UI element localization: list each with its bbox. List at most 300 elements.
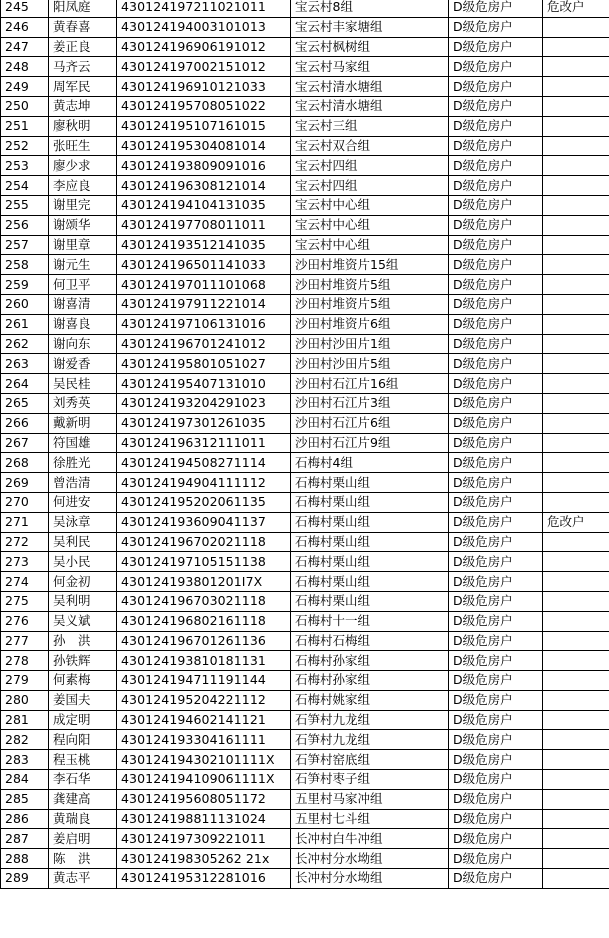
row-number-cell[interactable]: 275 [1, 591, 49, 611]
id-number-cell[interactable]: 430124195304081014 [117, 136, 291, 156]
id-number-cell[interactable]: 430124196703021118 [117, 591, 291, 611]
address-cell[interactable]: 石梅村栗山组 [291, 532, 449, 552]
danger-level-cell[interactable]: D级危房户 [449, 730, 543, 750]
danger-level-cell[interactable]: D级危房户 [449, 413, 543, 433]
row-number-cell[interactable]: 272 [1, 532, 49, 552]
address-cell[interactable]: 石梅村十一组 [291, 611, 449, 631]
name-cell[interactable]: 戴新明 [49, 413, 117, 433]
row-number-cell[interactable]: 260 [1, 294, 49, 314]
table-row [1, 275, 609, 295]
name-cell[interactable]: 姜国夫 [49, 690, 117, 710]
id-number-cell[interactable]: 430124197105151138 [117, 552, 291, 572]
id-number-cell[interactable]: 430124193304161111 [117, 730, 291, 750]
note-cell[interactable] [543, 591, 609, 611]
name-cell[interactable]: 姜正良 [49, 37, 117, 57]
table-row [1, 453, 609, 473]
danger-level-cell[interactable]: D级危房户 [449, 235, 543, 255]
table-row [1, 591, 609, 611]
danger-level-cell[interactable]: D级危房户 [449, 96, 543, 116]
name-cell[interactable]: 孙 洪 [49, 631, 117, 651]
row-number-cell[interactable]: 245 [1, 0, 49, 17]
note-cell[interactable] [543, 611, 609, 631]
id-number-cell[interactable]: 430124197106131016 [117, 314, 291, 334]
row-number-cell[interactable]: 283 [1, 750, 49, 770]
address-cell[interactable]: 石梅村栗山组 [291, 512, 449, 532]
id-number-cell[interactable]: 430124196906191012 [117, 37, 291, 57]
note-cell[interactable] [543, 651, 609, 671]
row-number-cell[interactable]: 282 [1, 730, 49, 750]
row-number-cell[interactable]: 256 [1, 215, 49, 235]
row-number-cell[interactable]: 280 [1, 690, 49, 710]
name-cell[interactable]: 吴小民 [49, 552, 117, 572]
id-number-cell[interactable]: 430124193801201I7X [117, 572, 291, 592]
row-number-cell[interactable]: 258 [1, 255, 49, 275]
id-number-cell[interactable]: 430124193809091016 [117, 156, 291, 176]
danger-level-cell[interactable]: D级危房户 [449, 651, 543, 671]
note-cell[interactable] [543, 453, 609, 473]
row-number-cell[interactable]: 249 [1, 77, 49, 97]
name-cell[interactable]: 符国雄 [49, 433, 117, 453]
address-cell[interactable]: 宝云村枫树组 [291, 37, 449, 57]
name-cell[interactable]: 谢里章 [49, 235, 117, 255]
note-cell[interactable] [543, 809, 609, 829]
table-row [1, 116, 609, 136]
id-number-cell[interactable]: 430124198305262 21x [117, 849, 291, 869]
danger-level-cell[interactable]: D级危房户 [449, 690, 543, 710]
danger-level-cell[interactable]: D级危房户 [449, 314, 543, 334]
danger-level-cell[interactable]: D级危房户 [449, 215, 543, 235]
table-row [1, 314, 609, 334]
note-cell[interactable] [543, 671, 609, 691]
name-cell[interactable]: 陈 洪 [49, 849, 117, 869]
danger-level-cell[interactable]: D级危房户 [449, 294, 543, 314]
name-cell[interactable]: 张旺生 [49, 136, 117, 156]
name-cell[interactable]: 何金初 [49, 572, 117, 592]
id-number-cell[interactable]: 430124197002151012 [117, 57, 291, 77]
note-cell[interactable] [543, 730, 609, 750]
note-cell[interactable] [543, 116, 609, 136]
id-number-cell[interactable]: 430124197708011011 [117, 215, 291, 235]
id-number-cell[interactable]: 430124195407131010 [117, 374, 291, 394]
id-number-cell[interactable]: 430124193810181131 [117, 651, 291, 671]
row-number-cell[interactable]: 246 [1, 17, 49, 37]
address-cell[interactable]: 石梅村4组 [291, 453, 449, 473]
row-number-cell[interactable]: 247 [1, 37, 49, 57]
name-cell[interactable]: 马齐云 [49, 57, 117, 77]
row-number-cell[interactable]: 289 [1, 869, 49, 889]
id-number-cell[interactable]: 430124197911221014 [117, 294, 291, 314]
id-number-cell[interactable]: 430124197011101068 [117, 275, 291, 295]
address-cell[interactable]: 石梅村孙家组 [291, 651, 449, 671]
name-cell[interactable]: 谢喜良 [49, 314, 117, 334]
id-number-cell[interactable]: 430124194104131035 [117, 195, 291, 215]
name-cell[interactable]: 孙铁辉 [49, 651, 117, 671]
address-cell[interactable]: 宝云村中心组 [291, 195, 449, 215]
row-number-cell[interactable]: 268 [1, 453, 49, 473]
danger-level-cell[interactable]: D级危房户 [449, 473, 543, 493]
row-number-cell[interactable]: 284 [1, 770, 49, 790]
id-number-cell[interactable]: 430124194109061111X [117, 770, 291, 790]
address-cell[interactable]: 沙田村堆资片5组 [291, 275, 449, 295]
id-number-cell[interactable]: 430124195107161015 [117, 116, 291, 136]
note-cell[interactable] [543, 532, 609, 552]
danger-level-cell[interactable]: D级危房户 [449, 492, 543, 512]
table-row [1, 809, 609, 829]
row-number-cell[interactable]: 270 [1, 492, 49, 512]
row-number-cell[interactable]: 274 [1, 572, 49, 592]
row-number-cell[interactable]: 251 [1, 116, 49, 136]
address-cell[interactable]: 沙田村石江片16组 [291, 374, 449, 394]
id-number-cell[interactable]: 430124195708051022 [117, 96, 291, 116]
name-cell[interactable]: 谢里完 [49, 195, 117, 215]
danger-level-cell[interactable]: D级危房户 [449, 37, 543, 57]
table-row [1, 492, 609, 512]
address-cell[interactable]: 沙田村堆资片15组 [291, 255, 449, 275]
danger-level-cell[interactable]: D级危房户 [449, 750, 543, 770]
note-cell[interactable] [543, 37, 609, 57]
row-number-cell[interactable]: 254 [1, 176, 49, 196]
id-number-cell[interactable]: 430124195202061135 [117, 492, 291, 512]
danger-level-cell[interactable]: D级危房户 [449, 393, 543, 413]
note-cell[interactable] [543, 96, 609, 116]
id-number-cell[interactable]: 430124196701241012 [117, 334, 291, 354]
row-number-cell[interactable]: 279 [1, 671, 49, 691]
note-cell[interactable] [543, 869, 609, 889]
address-cell[interactable]: 宝云村三组 [291, 116, 449, 136]
id-number-cell[interactable]: 430124193512141035 [117, 235, 291, 255]
table-row [1, 869, 609, 889]
danger-level-cell[interactable]: D级危房户 [449, 869, 543, 889]
table-row [1, 57, 609, 77]
table-row [1, 512, 609, 532]
note-cell[interactable] [543, 413, 609, 433]
name-cell[interactable]: 吴利民 [49, 532, 117, 552]
table-row [1, 235, 609, 255]
address-cell[interactable]: 石梅村栗山组 [291, 552, 449, 572]
name-cell[interactable]: 谢向东 [49, 334, 117, 354]
row-number-cell[interactable]: 269 [1, 473, 49, 493]
note-cell[interactable] [543, 275, 609, 295]
id-number-cell[interactable]: 430124194302101111X [117, 750, 291, 770]
danger-level-cell[interactable]: D级危房户 [449, 156, 543, 176]
table-row [1, 195, 609, 215]
row-number-cell[interactable]: 253 [1, 156, 49, 176]
address-cell[interactable]: 宝云村清水塘组 [291, 77, 449, 97]
danger-level-cell[interactable]: D级危房户 [449, 572, 543, 592]
address-cell[interactable]: 长冲村分水坳组 [291, 849, 449, 869]
id-number-cell[interactable]: 430124196802161118 [117, 611, 291, 631]
row-number-cell[interactable]: 288 [1, 849, 49, 869]
row-number-cell[interactable]: 278 [1, 651, 49, 671]
table-row [1, 354, 609, 374]
address-cell[interactable]: 石梅村石梅组 [291, 631, 449, 651]
note-cell[interactable] [543, 473, 609, 493]
danger-level-cell[interactable]: D级危房户 [449, 710, 543, 730]
name-cell[interactable]: 何素梅 [49, 671, 117, 691]
id-number-cell[interactable]: 430124196701261136 [117, 631, 291, 651]
address-cell[interactable]: 宝云村8组 [291, 0, 449, 17]
danger-level-cell[interactable]: D级危房户 [449, 255, 543, 275]
row-number-cell[interactable]: 267 [1, 433, 49, 453]
note-cell[interactable] [543, 334, 609, 354]
table-row [1, 710, 609, 730]
table-row [1, 17, 609, 37]
id-number-cell[interactable]: 430124197309221011 [117, 829, 291, 849]
id-number-cell[interactable]: 430124196702021118 [117, 532, 291, 552]
danger-level-cell[interactable]: D级危房户 [449, 57, 543, 77]
id-number-cell[interactable]: 430124193609041137 [117, 512, 291, 532]
danger-level-cell[interactable]: D级危房户 [449, 116, 543, 136]
danger-level-cell[interactable]: D级危房户 [449, 671, 543, 691]
address-cell[interactable]: 石笋村九龙组 [291, 730, 449, 750]
name-cell[interactable]: 曾浩清 [49, 473, 117, 493]
id-number-cell[interactable]: 430124195312281016 [117, 869, 291, 889]
table-row [1, 849, 609, 869]
row-number-cell[interactable]: 262 [1, 334, 49, 354]
table-row [1, 0, 609, 17]
name-cell[interactable]: 吴泳章 [49, 512, 117, 532]
note-cell[interactable] [543, 314, 609, 334]
address-cell[interactable]: 宝云村双合组 [291, 136, 449, 156]
danger-level-cell[interactable]: D级危房户 [449, 789, 543, 809]
address-cell[interactable]: 石笋村枣子组 [291, 770, 449, 790]
note-cell[interactable] [543, 552, 609, 572]
name-cell[interactable]: 谢元生 [49, 255, 117, 275]
name-cell[interactable]: 谢喜清 [49, 294, 117, 314]
note-cell[interactable] [543, 77, 609, 97]
row-number-cell[interactable]: 271 [1, 512, 49, 532]
danger-level-cell[interactable]: D级危房户 [449, 374, 543, 394]
name-cell[interactable]: 程玉桃 [49, 750, 117, 770]
danger-level-cell[interactable]: D级危房户 [449, 433, 543, 453]
address-cell[interactable]: 石梅村姚家组 [291, 690, 449, 710]
danger-level-cell[interactable]: D级危房户 [449, 591, 543, 611]
id-number-cell[interactable]: 430124198811131024 [117, 809, 291, 829]
row-number-cell[interactable]: 255 [1, 195, 49, 215]
note-cell[interactable] [543, 433, 609, 453]
row-number-cell[interactable]: 264 [1, 374, 49, 394]
table-row [1, 176, 609, 196]
note-cell[interactable] [543, 710, 609, 730]
row-number-cell[interactable]: 263 [1, 354, 49, 374]
danger-level-cell[interactable]: D级危房户 [449, 849, 543, 869]
address-cell[interactable]: 沙田村石江片6组 [291, 413, 449, 433]
address-cell[interactable]: 五里村七斗组 [291, 809, 449, 829]
danger-level-cell[interactable]: D级危房户 [449, 809, 543, 829]
address-cell[interactable]: 宝云村清水塘组 [291, 96, 449, 116]
name-cell[interactable]: 黄瑞良 [49, 809, 117, 829]
name-cell[interactable]: 何进安 [49, 492, 117, 512]
name-cell[interactable]: 阳凤庭 [49, 0, 117, 17]
note-cell[interactable] [543, 235, 609, 255]
danger-level-cell[interactable]: D级危房户 [449, 354, 543, 374]
name-cell[interactable]: 黄志坤 [49, 96, 117, 116]
id-number-cell[interactable]: 430124197211021011 [117, 0, 291, 17]
note-cell[interactable]: 危改户 [543, 512, 609, 532]
note-cell[interactable] [543, 750, 609, 770]
note-cell[interactable] [543, 215, 609, 235]
note-cell[interactable] [543, 829, 609, 849]
note-cell[interactable] [543, 176, 609, 196]
name-cell[interactable]: 成定明 [49, 710, 117, 730]
address-cell[interactable]: 沙田村沙田片5组 [291, 354, 449, 374]
note-cell[interactable] [543, 849, 609, 869]
row-number-cell[interactable]: 248 [1, 57, 49, 77]
danger-level-cell[interactable]: D级危房户 [449, 0, 543, 17]
address-cell[interactable]: 石梅村栗山组 [291, 492, 449, 512]
name-cell[interactable]: 何卫平 [49, 275, 117, 295]
address-cell[interactable]: 宝云村马家组 [291, 57, 449, 77]
note-cell[interactable] [543, 572, 609, 592]
row-number-cell[interactable]: 266 [1, 413, 49, 433]
id-number-cell[interactable]: 430124194602141121 [117, 710, 291, 730]
table-row [1, 690, 609, 710]
danger-level-cell[interactable]: D级危房户 [449, 552, 543, 572]
table-row [1, 393, 609, 413]
name-cell[interactable]: 谢颂华 [49, 215, 117, 235]
note-cell[interactable] [543, 136, 609, 156]
name-cell[interactable]: 周军民 [49, 77, 117, 97]
note-cell[interactable] [543, 789, 609, 809]
row-number-cell[interactable]: 261 [1, 314, 49, 334]
address-cell[interactable]: 五里村马家冲组 [291, 789, 449, 809]
name-cell[interactable]: 黄春喜 [49, 17, 117, 37]
address-cell[interactable]: 宝云村丰家塘组 [291, 17, 449, 37]
row-number-cell[interactable]: 287 [1, 829, 49, 849]
note-cell[interactable] [543, 631, 609, 651]
row-number-cell[interactable]: 281 [1, 710, 49, 730]
row-number-cell[interactable]: 259 [1, 275, 49, 295]
id-number-cell[interactable]: 430124195801051027 [117, 354, 291, 374]
address-cell[interactable]: 沙田村堆资片5组 [291, 294, 449, 314]
danger-level-cell[interactable]: D级危房户 [449, 631, 543, 651]
danger-level-cell[interactable]: D级危房户 [449, 77, 543, 97]
id-number-cell[interactable]: 430124194904111112 [117, 473, 291, 493]
table-row [1, 750, 609, 770]
note-cell[interactable] [543, 393, 609, 413]
danger-level-cell[interactable]: D级危房户 [449, 275, 543, 295]
id-number-cell[interactable]: 430124196501141033 [117, 255, 291, 275]
name-cell[interactable]: 刘秀英 [49, 393, 117, 413]
id-number-cell[interactable]: 430124194508271114 [117, 453, 291, 473]
table-row [1, 77, 609, 97]
name-cell[interactable]: 吴义斌 [49, 611, 117, 631]
id-number-cell[interactable]: 430124196308121014 [117, 176, 291, 196]
name-cell[interactable]: 徐胜光 [49, 453, 117, 473]
name-cell[interactable]: 廖秋明 [49, 116, 117, 136]
table-row [1, 255, 609, 275]
note-cell[interactable] [543, 770, 609, 790]
address-cell[interactable]: 石梅村栗山组 [291, 572, 449, 592]
note-cell[interactable] [543, 294, 609, 314]
address-cell[interactable]: 沙田村堆资片6组 [291, 314, 449, 334]
danger-level-cell[interactable]: D级危房户 [449, 136, 543, 156]
id-number-cell[interactable]: 430124196312111011 [117, 433, 291, 453]
address-cell[interactable]: 长冲村白牛冲组 [291, 829, 449, 849]
id-number-cell[interactable]: 430124193204291023 [117, 393, 291, 413]
address-cell[interactable]: 宝云村中心组 [291, 235, 449, 255]
note-cell[interactable] [543, 156, 609, 176]
danger-level-cell[interactable]: D级危房户 [449, 829, 543, 849]
note-cell[interactable] [543, 354, 609, 374]
note-cell[interactable] [543, 374, 609, 394]
danger-level-cell[interactable]: D级危房户 [449, 17, 543, 37]
address-cell[interactable]: 沙田村石江片3组 [291, 393, 449, 413]
address-cell[interactable]: 沙田村石江片9组 [291, 433, 449, 453]
name-cell[interactable]: 谢爱香 [49, 354, 117, 374]
row-number-cell[interactable]: 252 [1, 136, 49, 156]
danger-level-cell[interactable]: D级危房户 [449, 334, 543, 354]
name-cell[interactable]: 李应良 [49, 176, 117, 196]
id-number-cell[interactable]: 430124195204221112 [117, 690, 291, 710]
table-row [1, 294, 609, 314]
danger-level-cell[interactable]: D级危房户 [449, 611, 543, 631]
id-number-cell[interactable]: 430124194711191144 [117, 671, 291, 691]
address-cell[interactable]: 宝云村四组 [291, 156, 449, 176]
row-number-cell[interactable]: 257 [1, 235, 49, 255]
name-cell[interactable]: 吴民桂 [49, 374, 117, 394]
name-cell[interactable]: 程向阳 [49, 730, 117, 750]
table-row [1, 789, 609, 809]
name-cell[interactable]: 廖少求 [49, 156, 117, 176]
row-number-cell[interactable]: 250 [1, 96, 49, 116]
row-number-cell[interactable]: 273 [1, 552, 49, 572]
table-row [1, 433, 609, 453]
address-cell[interactable]: 石梅村栗山组 [291, 591, 449, 611]
note-cell[interactable] [543, 17, 609, 37]
row-number-cell[interactable]: 265 [1, 393, 49, 413]
address-cell[interactable]: 石梅村栗山组 [291, 473, 449, 493]
danger-level-cell[interactable]: D级危房户 [449, 512, 543, 532]
id-number-cell[interactable]: 430124195608051172 [117, 789, 291, 809]
row-number-cell[interactable]: 276 [1, 611, 49, 631]
table-row [1, 215, 609, 235]
danger-level-cell[interactable]: D级危房户 [449, 453, 543, 473]
row-number-cell[interactable]: 277 [1, 631, 49, 651]
id-number-cell[interactable]: 430124194003101013 [117, 17, 291, 37]
table-row [1, 473, 609, 493]
address-cell[interactable]: 长冲村分水坳组 [291, 869, 449, 889]
address-cell[interactable]: 石梅村孙家组 [291, 671, 449, 691]
danger-level-cell[interactable]: D级危房户 [449, 770, 543, 790]
table-row [1, 730, 609, 750]
danger-level-cell[interactable]: D级危房户 [449, 195, 543, 215]
note-cell[interactable] [543, 255, 609, 275]
address-cell[interactable]: 石笋村九龙组 [291, 710, 449, 730]
id-number-cell[interactable]: 430124196910121033 [117, 77, 291, 97]
danger-level-cell[interactable]: D级危房户 [449, 176, 543, 196]
name-cell[interactable]: 李石华 [49, 770, 117, 790]
note-cell[interactable] [543, 492, 609, 512]
name-cell[interactable]: 吴利明 [49, 591, 117, 611]
table-row [1, 671, 609, 691]
note-cell[interactable] [543, 195, 609, 215]
id-number-cell[interactable]: 430124197301261035 [117, 413, 291, 433]
danger-level-cell[interactable]: D级危房户 [449, 532, 543, 552]
name-cell[interactable]: 姜启明 [49, 829, 117, 849]
note-cell[interactable] [543, 690, 609, 710]
row-number-cell[interactable]: 286 [1, 809, 49, 829]
address-cell[interactable]: 宝云村中心组 [291, 215, 449, 235]
address-cell[interactable]: 沙田村沙田片1组 [291, 334, 449, 354]
name-cell[interactable]: 黄志平 [49, 869, 117, 889]
address-cell[interactable]: 石笋村窑底组 [291, 750, 449, 770]
note-cell[interactable] [543, 57, 609, 77]
name-cell[interactable]: 龚建高 [49, 789, 117, 809]
note-cell[interactable]: 危改户 [543, 0, 609, 17]
row-number-cell[interactable]: 285 [1, 789, 49, 809]
address-cell[interactable]: 宝云村四组 [291, 176, 449, 196]
